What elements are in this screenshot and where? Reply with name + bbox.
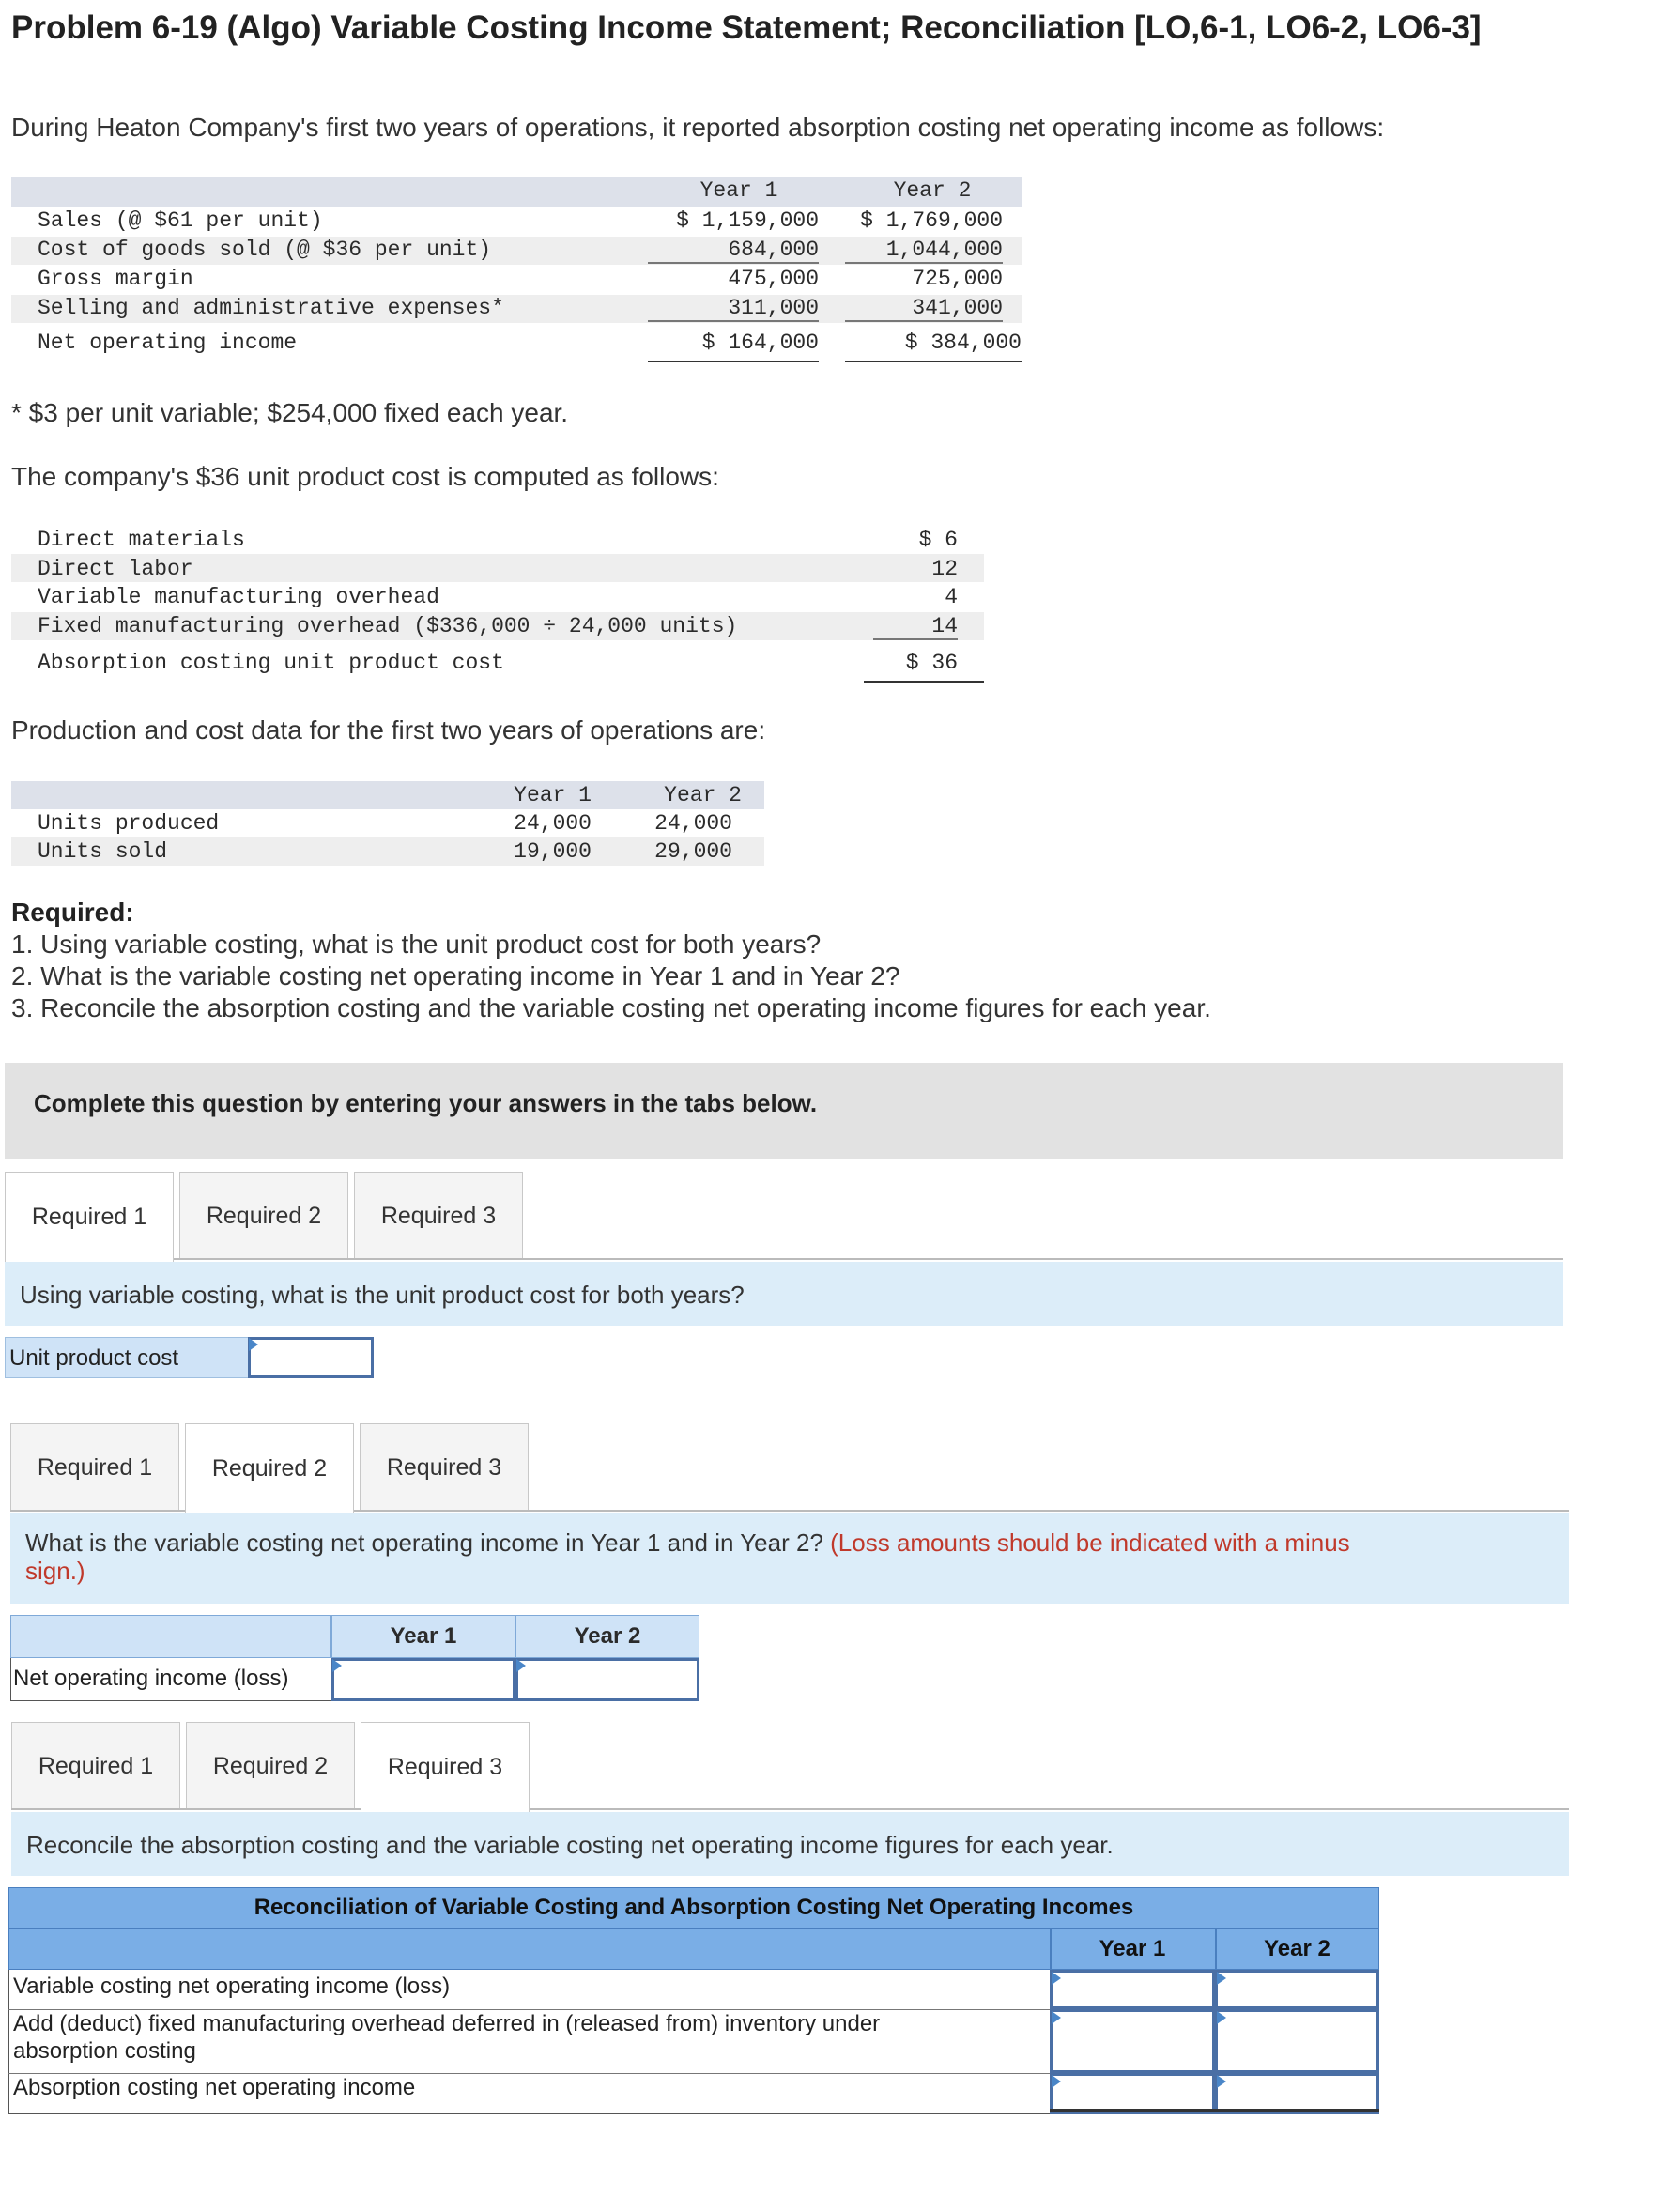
input-marker-icon xyxy=(332,1659,342,1672)
noi-year2-input[interactable] xyxy=(515,1658,699,1701)
reconciliation-row-label: Add (deduct) fixed manufacturing overhead deferred in (released from) inventory under xyxy=(13,2011,881,2036)
cost-row: Direct materials xyxy=(38,528,245,552)
income-year2-header: Year 2 xyxy=(893,178,972,203)
prod-cell: 24,000 xyxy=(654,811,732,836)
recon-deferred-year2-input[interactable] xyxy=(1215,2009,1379,2073)
tab-required-2[interactable] xyxy=(179,1172,348,1260)
reconciliation-year1-header: Year 1 xyxy=(1099,1936,1166,1961)
tab-label: Required 1 xyxy=(37,1453,153,1481)
cost-cell: 4 xyxy=(945,585,958,609)
income-row: Net operating income xyxy=(38,330,298,355)
required-heading: Required: xyxy=(11,898,134,927)
prod-cell: 24,000 xyxy=(514,811,592,836)
income-cell: 341,000 xyxy=(845,296,1003,322)
tab-label: Required 3 xyxy=(380,1202,497,1229)
tab-required-1[interactable] xyxy=(11,1722,180,1810)
unit-product-cost-label xyxy=(5,1337,249,1378)
prod-cell: 29,000 xyxy=(654,839,732,864)
prod-row: Units produced xyxy=(38,811,220,836)
required-item-2: 2. What is the variable costing net operating income in Year 1 and in Year 2? xyxy=(11,961,900,991)
req1-question: Using variable costing, what is the unit product cost for both years? xyxy=(20,1281,745,1309)
reconciliation-title: Reconciliation of Variable Costing and Absorption Costing Net Operating Incomes xyxy=(8,1887,1379,1928)
tab-label: Required 3 xyxy=(387,1754,503,1780)
intro-text: During Heaton Company's first two years of operations, it reported absorption costing net operating income as follows: xyxy=(11,113,1385,142)
required-item-3: 3. Reconcile the absorption costing and the variable costing net operating income figures for each year. xyxy=(11,993,1211,1022)
unit-product-cost-text: Unit product cost xyxy=(9,1345,179,1371)
noi-year1-input[interactable] xyxy=(331,1658,515,1701)
tab-required-1[interactable] xyxy=(10,1423,179,1512)
cost-row: Variable manufacturing overhead xyxy=(38,585,439,609)
page-title: Problem 6-19 (Algo) Variable Costing Income Statement; Reconciliation [LO,6-1, LO6-2, LO6-3] xyxy=(11,9,1482,46)
reconciliation-row-label: Absorption costing net operating income xyxy=(13,2075,416,2100)
input-marker-icon xyxy=(249,1338,258,1351)
income-cell: 684,000 xyxy=(648,238,819,264)
income-row: Sales (@ $61 per unit) xyxy=(38,208,323,233)
req2-question-panel xyxy=(10,1513,1569,1604)
req3-question-panel xyxy=(11,1812,1569,1876)
tab-label: Required 2 xyxy=(212,1752,329,1779)
cost-cell: $ 6 xyxy=(918,528,958,552)
cost-row: Absorption costing unit product cost xyxy=(38,651,504,675)
income-cell: $ 164,000 xyxy=(648,330,819,362)
tab-required-2[interactable] xyxy=(185,1423,354,1513)
tab-label: Required 2 xyxy=(206,1202,322,1229)
tab-required-3[interactable] xyxy=(360,1423,529,1512)
required-item-1: 1. Using variable costing, what is the unit product cost for both years? xyxy=(11,929,822,959)
prod-cell: 19,000 xyxy=(514,839,592,864)
cost-row: Fixed manufacturing overhead ($336,000 ÷ 24,000 units) xyxy=(38,614,738,638)
input-marker-icon xyxy=(1052,2075,1061,2088)
prod-intro: Production and cost data for the first two years of operations are: xyxy=(11,715,766,745)
footnote: * $3 per unit variable; $254,000 fixed each year. xyxy=(11,398,569,427)
tab-label: Required 1 xyxy=(38,1752,154,1779)
recon-deferred-year1-input[interactable] xyxy=(1050,2009,1215,2073)
instruction-text: Complete this question by entering your answers in the tabs below. xyxy=(34,1089,818,1117)
prod-year1-header: Year 1 xyxy=(514,783,592,807)
cost-cell: $ 36 xyxy=(864,651,984,683)
income-cell: 1,044,000 xyxy=(845,238,1003,264)
tab-required-3[interactable] xyxy=(354,1172,523,1260)
tab-required-3[interactable] xyxy=(361,1722,530,1812)
income-row: Cost of goods sold (@ $36 per unit) xyxy=(38,238,492,262)
income-cell: $ 1,159,000 xyxy=(676,208,819,233)
input-marker-icon xyxy=(1052,2011,1061,2024)
income-cell: $ 1,769,000 xyxy=(860,208,1003,233)
prod-year2-header: Year 2 xyxy=(664,783,742,807)
req3-question: Reconcile the absorption costing and the variable costing net operating income figures for each year. xyxy=(26,1831,1114,1859)
income-row: Gross margin xyxy=(38,267,193,291)
input-marker-icon xyxy=(1217,2011,1226,2024)
tab-label: Required 2 xyxy=(211,1455,328,1482)
tab-label: Required 1 xyxy=(31,1204,147,1230)
unit-product-cost-input[interactable] xyxy=(248,1337,374,1378)
income-year1-header: Year 1 xyxy=(699,178,778,203)
input-marker-icon xyxy=(1217,2075,1226,2088)
req2-year2-header: Year 2 xyxy=(515,1615,699,1658)
recon-vc-year2-input[interactable] xyxy=(1215,1970,1379,2009)
recon-vc-year1-input[interactable] xyxy=(1050,1970,1215,2009)
input-marker-icon xyxy=(516,1659,526,1672)
income-row: Selling and administrative expenses* xyxy=(38,296,504,320)
input-marker-icon xyxy=(1052,1972,1061,1985)
cost-intro: The company's $36 unit product cost is computed as follows: xyxy=(11,462,719,491)
reconciliation-row-label: Variable costing net operating income (loss) xyxy=(13,1974,451,1999)
income-cell: 475,000 xyxy=(728,267,819,291)
cost-cell: 14 xyxy=(873,614,958,640)
tab-label: Required 3 xyxy=(386,1453,502,1481)
req2-question: What is the variable costing net operating income in Year 1 and in Year 2? (Loss amounts should be indicated with a minus xyxy=(25,1528,1350,1557)
input-marker-icon xyxy=(1217,1972,1226,1985)
prod-row: Units sold xyxy=(38,839,168,864)
cost-cell: 12 xyxy=(931,557,958,581)
reconciliation-row-label-cont: absorption costing xyxy=(13,2038,196,2064)
income-cell: 725,000 xyxy=(912,267,1003,291)
req2-note: (Loss amounts should be indicated with a minus xyxy=(830,1528,1350,1557)
req2-note-cont: sign.) xyxy=(25,1557,85,1585)
cost-row: Direct labor xyxy=(38,557,193,581)
net-operating-income-label: Net operating income (loss) xyxy=(13,1666,289,1691)
reconciliation-year2-header: Year 2 xyxy=(1264,1936,1330,1961)
instruction-banner xyxy=(5,1063,1563,1159)
req2-year1-header: Year 1 xyxy=(331,1615,515,1658)
tab-required-1[interactable] xyxy=(5,1172,174,1262)
income-cell: $ 384,000 xyxy=(845,330,1022,362)
income-cell: 311,000 xyxy=(648,296,819,322)
tab-required-2[interactable] xyxy=(186,1722,355,1810)
req1-question-panel xyxy=(5,1262,1563,1326)
